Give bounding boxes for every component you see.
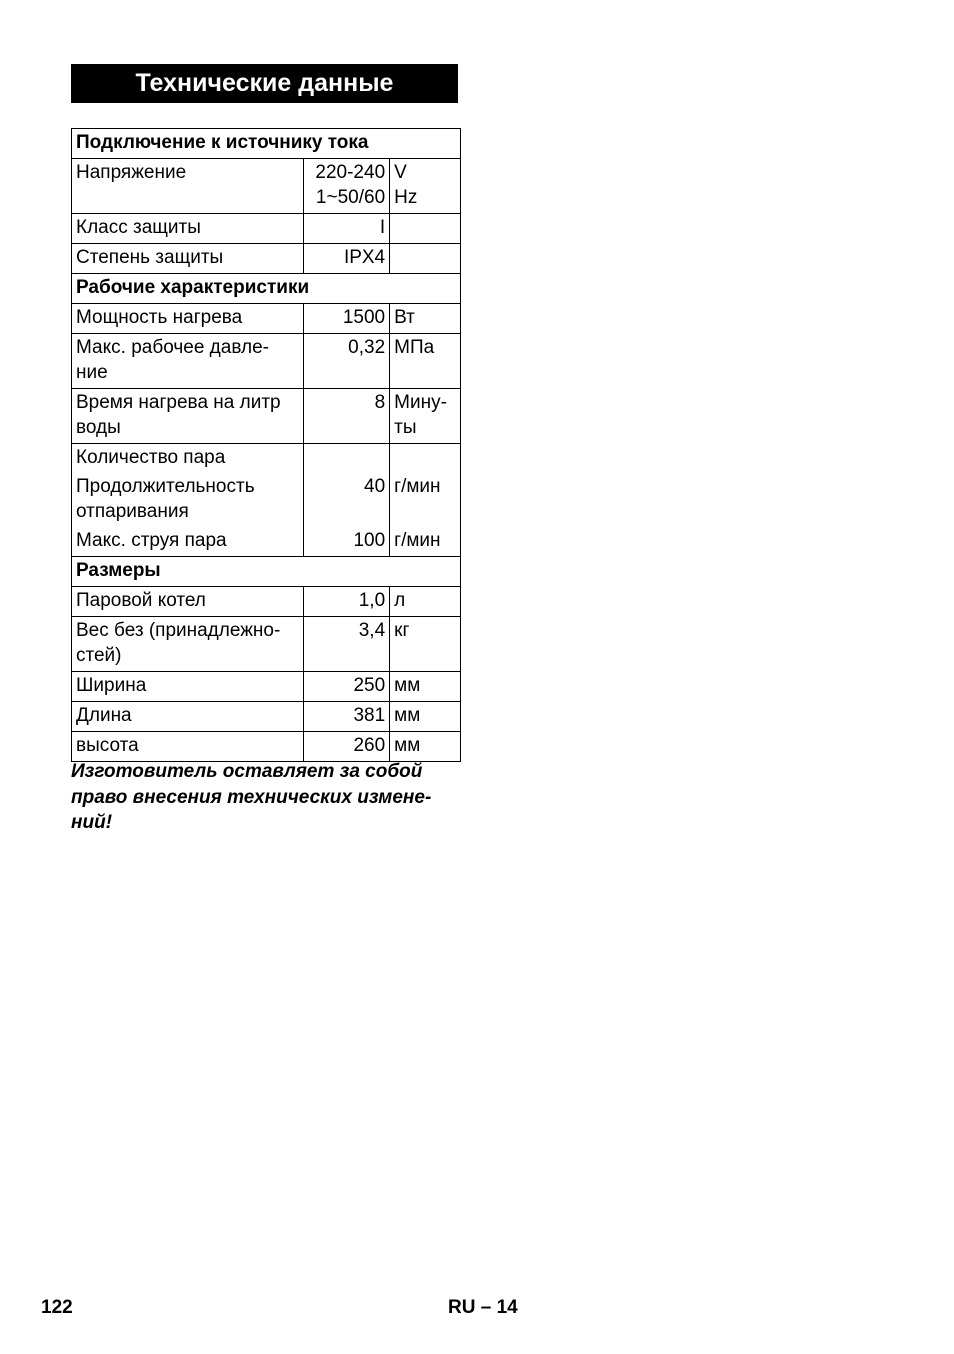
table-row xyxy=(72,617,461,672)
row-value: 250 xyxy=(304,672,390,702)
row-unit xyxy=(390,244,461,274)
label-line: Время нагрева на литр xyxy=(76,392,281,413)
label-line: Вес без (принадлежно- xyxy=(76,620,281,641)
note-line: ний! xyxy=(71,812,113,833)
steam-continuous-unit: г/мин xyxy=(394,476,441,497)
row-label xyxy=(72,444,304,557)
row-unit: л xyxy=(390,587,461,617)
table-row xyxy=(72,244,461,274)
row-label: Паровой котел xyxy=(72,587,304,617)
table-row xyxy=(72,587,461,617)
table-row xyxy=(72,732,461,762)
row-value: IPX4 xyxy=(304,244,390,274)
value-line: 220-240 xyxy=(315,162,386,183)
section-header-dimensions xyxy=(72,557,461,587)
steam-burst-label: Макс. струя пара xyxy=(76,530,227,551)
row-label: Ширина xyxy=(72,672,304,702)
section-heading: Размеры xyxy=(72,557,461,587)
steam-burst-value: 100 xyxy=(353,530,386,551)
steam-continuous-label-line: Продолжительность xyxy=(76,476,255,497)
row-value: 0,32 xyxy=(304,334,390,389)
row-value: 260 xyxy=(304,732,390,762)
row-unit xyxy=(390,214,461,244)
row-label xyxy=(72,334,304,389)
row-value: 381 xyxy=(304,702,390,732)
table-row xyxy=(72,159,461,214)
row-value xyxy=(304,444,390,557)
unit-line: Мину- xyxy=(394,392,447,413)
table-row xyxy=(72,214,461,244)
row-value: 1,0 xyxy=(304,587,390,617)
row-label: Мощность нагрева xyxy=(72,304,304,334)
note-line: Изготовитель оставляет за собой xyxy=(71,761,423,782)
row-unit: МПа xyxy=(390,334,461,389)
table-row xyxy=(72,702,461,732)
row-unit xyxy=(390,444,461,557)
section-header-performance xyxy=(72,274,461,304)
row-unit: мм xyxy=(390,672,461,702)
row-unit: Вт xyxy=(390,304,461,334)
steam-continuous-value: 40 xyxy=(364,476,386,497)
technical-data-table xyxy=(71,128,461,762)
row-value: I xyxy=(304,214,390,244)
steam-continuous-label-line: отпаривания xyxy=(76,501,189,522)
section-heading: Подключение к источнику тока xyxy=(72,129,461,159)
row-unit: кг xyxy=(390,617,461,672)
unit-line: V xyxy=(394,162,407,183)
unit-line: Hz xyxy=(394,187,418,208)
row-label: Степень защиты xyxy=(72,244,304,274)
section-header-power xyxy=(72,129,461,159)
row-unit: мм xyxy=(390,702,461,732)
row-value xyxy=(304,159,390,214)
row-unit: мм xyxy=(390,732,461,762)
row-unit xyxy=(390,159,461,214)
page-title: Технические данные xyxy=(71,64,458,103)
row-value: 8 xyxy=(304,389,390,444)
page-code: RU – 14 xyxy=(448,1297,518,1318)
row-value: 1500 xyxy=(304,304,390,334)
row-unit xyxy=(390,389,461,444)
label-line: Макс. рабочее давле- xyxy=(76,337,269,358)
row-label: Длина xyxy=(72,702,304,732)
label-line: воды xyxy=(76,417,121,438)
note-line: право внесения технических измене- xyxy=(71,786,432,808)
unit-line: ты xyxy=(394,417,417,438)
steam-label: Количество пара xyxy=(76,447,226,468)
page-number: 122 xyxy=(41,1297,73,1318)
label-line: стей) xyxy=(76,645,122,666)
manufacturer-note xyxy=(71,759,463,836)
table-row xyxy=(72,672,461,702)
section-heading: Рабочие характеристики xyxy=(72,274,461,304)
table-row xyxy=(72,304,461,334)
row-label: Напряжение xyxy=(72,159,304,214)
table-row xyxy=(72,389,461,444)
table-row-steam xyxy=(72,444,461,557)
value-line: 1~50/60 xyxy=(315,187,386,208)
row-label xyxy=(72,389,304,444)
row-label xyxy=(72,617,304,672)
steam-burst-unit: г/мин xyxy=(394,530,441,551)
row-label: высота xyxy=(72,732,304,762)
row-value: 3,4 xyxy=(304,617,390,672)
row-label: Класс защиты xyxy=(72,214,304,244)
label-line: ние xyxy=(76,362,108,383)
table-row xyxy=(72,334,461,389)
